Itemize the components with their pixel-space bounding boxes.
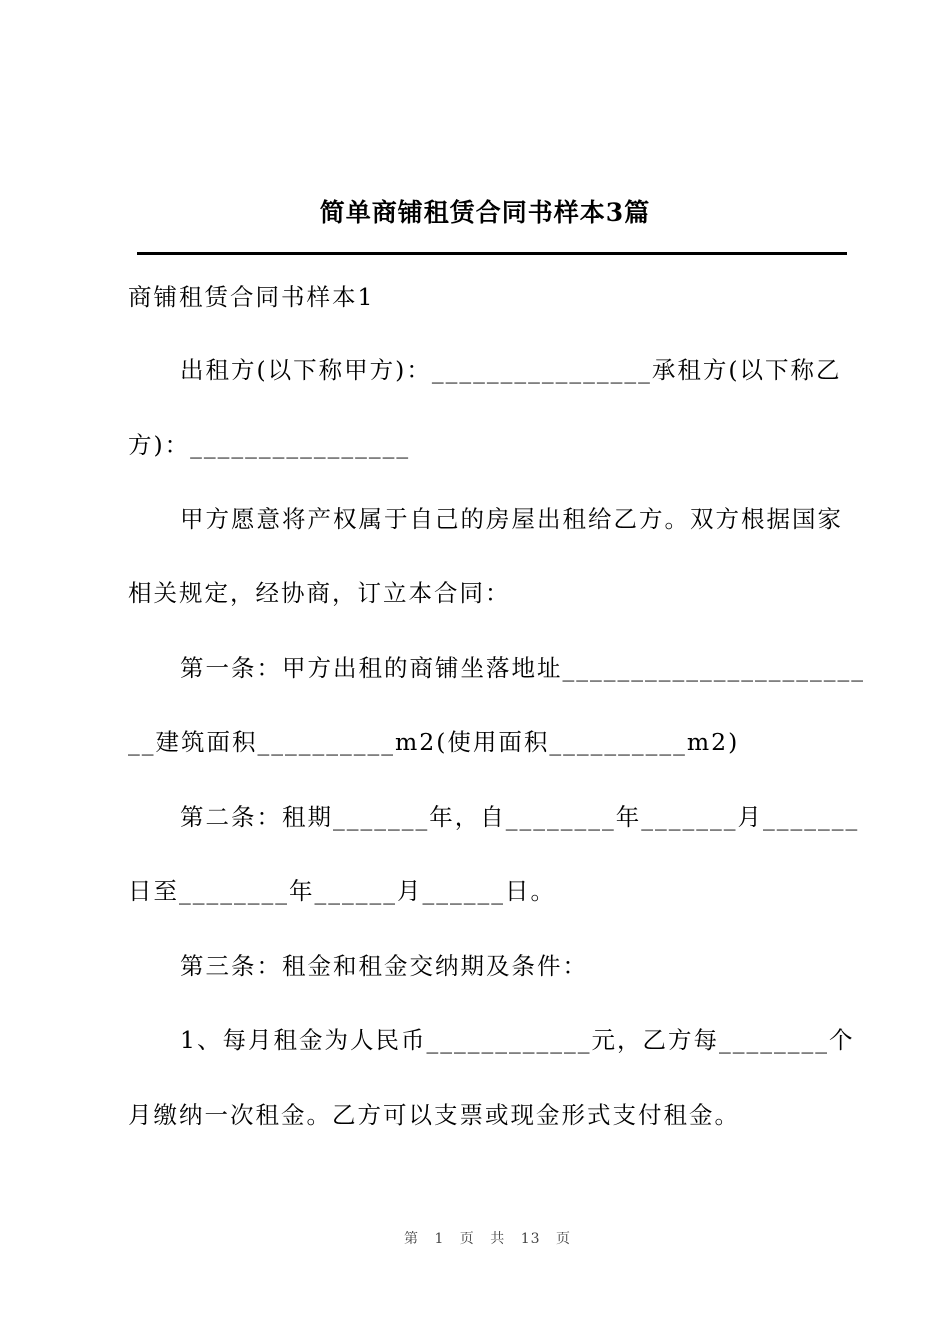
paragraph-line: 方)：________________ [128,431,411,459]
document-title: 简单商铺租赁合同书样本3篇 [319,198,651,227]
paragraph-line: 甲方愿意将产权属于自己的房屋出租给乙方。双方根据国家 [180,505,843,533]
title-divider [137,252,847,255]
paragraph-line: 第一条：甲方出租的商铺坐落地址______________________ [180,654,865,682]
paragraph-line: 日至________年______月______日。 [128,877,556,905]
section-heading: 商铺租赁合同书样本1 [128,283,375,311]
paragraph-line: __建筑面积__________m2(使用面积__________m2) [128,728,740,756]
paragraph-line: 第三条：租金和租金交纳期及条件： [180,952,588,980]
paragraph-line: 第二条：租期_______年，自________年_______月_______ [180,803,860,831]
paragraph-line: 相关规定，经协商，订立本合同： [128,579,511,607]
page-number-footer: 第 1 页 共 13 页 [404,1231,571,1247]
paragraph-line: 1、每月租金为人民币____________元，乙方每________个 [180,1026,855,1054]
paragraph-line: 出租方(以下称甲方)：________________承租方(以下称乙 [180,356,842,384]
paragraph-line: 月缴纳一次租金。乙方可以支票或现金形式支付租金。 [128,1101,740,1129]
